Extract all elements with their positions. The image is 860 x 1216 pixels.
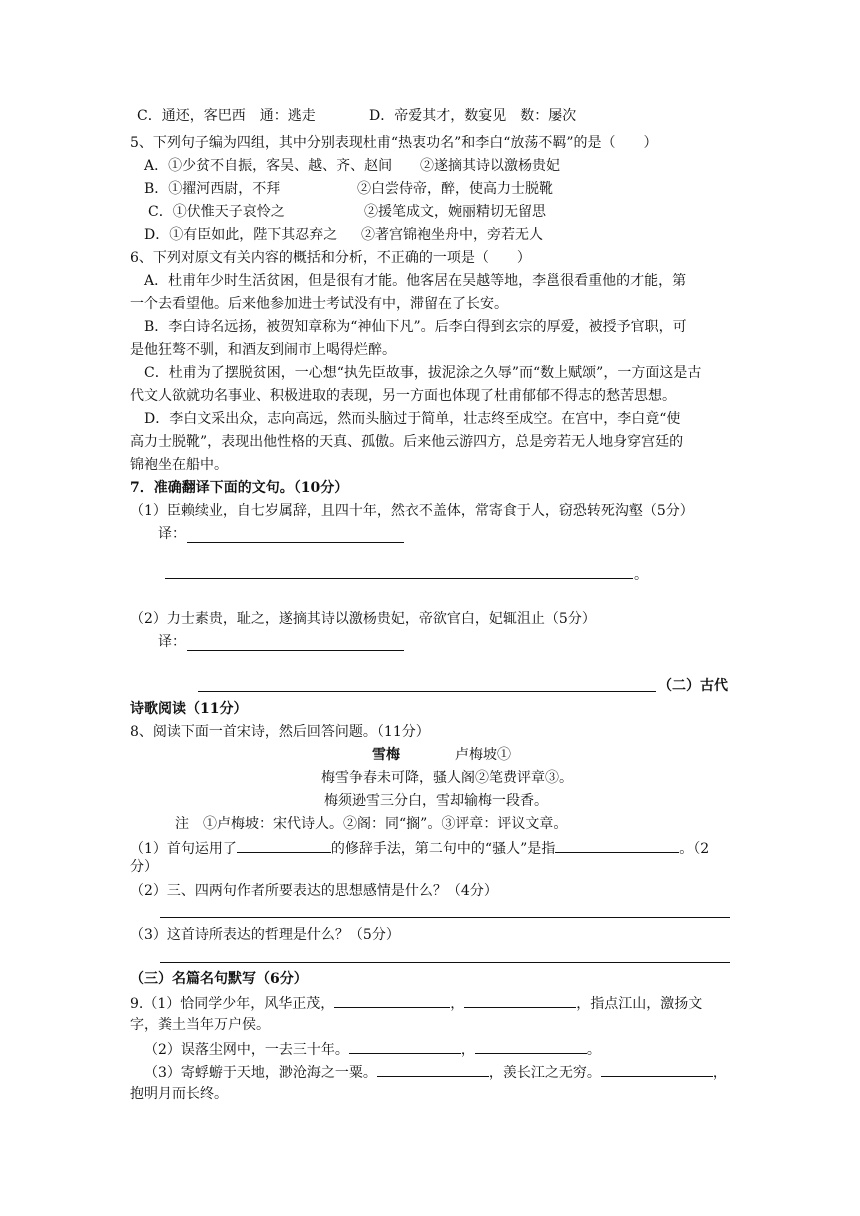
- q5-option-b-1: B．①擢河西尉，不拜: [144, 181, 281, 197]
- poem-line-1: 梅雪争春未可降，骚人阁②笔费评章③。: [321, 770, 573, 786]
- q7-answer-line-2b[interactable]: [198, 691, 656, 692]
- poem-line-2: 梅须逊雪三分白，雪却输梅一段香。: [324, 793, 548, 809]
- q9-line-1: [130, 993, 702, 1013]
- q7-title: 7．准确翻译下面的文句。（10分）: [130, 480, 349, 496]
- q7-translate-label-2: 译：: [158, 634, 186, 650]
- q6-stem: 6、下列对原文有关内容的概括和分析，不正确的一项是（ ）: [130, 250, 531, 266]
- q9-3-text-a: （3）寄蜉蝣于天地，渺沧海之一粟。: [144, 1065, 377, 1081]
- q9-2-period: 。: [586, 1042, 601, 1058]
- q6-option-a-line2: 一个去看望他。后来他参加进士考试没有中，滞留在了长安。: [130, 296, 508, 312]
- q8-sub1-part-a: （1）首句运用了: [130, 841, 237, 857]
- q8-sub1-blank-2[interactable]: [555, 838, 679, 853]
- q6-option-b-line1: B．李白诗名远扬，被贺知章称为“神仙下凡”。后李白得到玄宗的厚爱，被授予官职，可: [144, 319, 687, 335]
- section2-title-line2: 诗歌阅读（11分）: [130, 701, 248, 717]
- q7-answer-line-1a[interactable]: [187, 542, 404, 543]
- q7-answer-line-1b[interactable]: [165, 578, 633, 579]
- q9-2-text-a: （2）误落尘网中，一去三十年。: [144, 1042, 349, 1058]
- q9-line-1-cont: 字，粪土当年万户侯。: [130, 1017, 270, 1033]
- q8-sub1-score: 分）: [130, 859, 158, 875]
- q8-sub1-part-c: 。（2: [679, 841, 710, 857]
- q9-line-3: [144, 1062, 727, 1082]
- poem-note: 注 ①卢梅坡：宋代诗人。②阁：同“搁”。③评章：评议文章。: [175, 816, 568, 832]
- q5-option-d-1: D．①有臣如此，陛下其忍弃之: [144, 227, 338, 243]
- q7-sentence-2: （2）力士素贵，耻之，遂摘其诗以激杨贵妃，帝欲官白，妃辄沮止（5分）: [130, 611, 596, 627]
- poem-title: 雪梅: [372, 747, 400, 763]
- q4-option-c: C．通还，客巴西 通：逃走: [137, 108, 316, 124]
- q9-1-comma: ，: [450, 996, 465, 1012]
- q9-3-blank-2[interactable]: [601, 1062, 713, 1077]
- q7-answer-period: 。: [634, 567, 648, 583]
- q8-sub1: [130, 838, 709, 858]
- q6-option-a-line1: A．杜甫年少时生活贫困，但是很有才能。他客居在吴越等地，李邕很看重他的才能，第: [144, 273, 687, 289]
- section3-title: （三）名篇名句默写（6分）: [130, 971, 308, 987]
- q6-option-d-line1: D．李白文采出众，志向高远，然而头脑过于简单，壮志终至成空。在宫中，李白竟“使: [144, 411, 681, 427]
- q5-option-b-2: ②白尝侍帝，醉，使高力士脱靴: [357, 181, 553, 197]
- q8-stem: 8、阅读下面一首宋诗，然后回答问题。（11分）: [130, 724, 430, 740]
- q9-1-text-a: 9.（1）恰同学少年，风华正茂，: [130, 996, 335, 1012]
- q9-3-blank-1[interactable]: [377, 1062, 489, 1077]
- q9-3-comma: ，: [712, 1065, 727, 1081]
- q5-option-c-2: ②援笔成文，婉丽精切无留思: [364, 204, 546, 220]
- q5-option-c-1: C．①伏惟天子哀怜之: [148, 204, 285, 220]
- section2-title-line1: （二）古代: [658, 678, 728, 694]
- q9-2-blank-1[interactable]: [349, 1039, 461, 1054]
- q6-option-d-line2: 高力士脱靴”，表现出他性格的天真、孤傲。后来他云游四方，总是旁若无人地身穿宫廷的: [130, 434, 684, 450]
- q5-option-a-2: ②遂摘其诗以激杨贵妃: [420, 158, 560, 174]
- q9-2-comma: ，: [460, 1042, 475, 1058]
- q8-sub2-answer-line[interactable]: [160, 917, 730, 918]
- q5-option-d-2: ②著宫锦袍坐舟中，旁若无人: [361, 227, 543, 243]
- q8-sub1-blank-1[interactable]: [237, 838, 331, 853]
- q6-option-c-line1: C．杜甫为了摆脱贫困，一心想“执先臣故事，拔泥涂之久辱”而“数上赋颂”，一方面这是古: [144, 365, 702, 381]
- q8-sub1-part-b: 的修辞手法，第二句中的“骚人”是指: [330, 841, 556, 857]
- q9-line-4: 抱明月而长终。: [130, 1086, 228, 1102]
- q6-option-d-line3: 锦袍坐在船中。: [130, 457, 228, 473]
- q9-1-text-c: ，指点江山，激扬文: [576, 996, 703, 1012]
- q7-translate-label-1: 译：: [158, 526, 186, 542]
- q5-stem: 5、下列句子编为四组，其中分别表现杜甫“热衷功名”和李白“放荡不羁”的是（ ）: [130, 135, 658, 151]
- q8-sub3-answer-line[interactable]: [160, 962, 730, 963]
- q6-option-c-line2: 代文人欲就功名事业、积极进取的表现，另一方面也体现了杜甫郁郁不得志的愁苦思想。: [130, 388, 676, 404]
- q5-option-a-1: A．①少贫不自振，客吴、越、齐、赵间: [144, 158, 393, 174]
- q9-2-blank-2[interactable]: [475, 1039, 587, 1054]
- q4-option-d: D．帝爱其才，数宴见 数：屡次: [369, 108, 577, 124]
- q9-1-blank-1[interactable]: [334, 993, 450, 1008]
- q6-option-b-line2: 是他狂骜不驯，和酒友到闹市上喝得烂醉。: [130, 342, 396, 358]
- q8-sub2: （2）三、四两句作者所要表达的思想感情是什么？（4分）: [130, 883, 498, 899]
- q8-sub3: （3）这首诗所表达的哲理是什么？（5分）: [130, 927, 400, 943]
- q9-3-text-b: ，羡长江之无穷。: [488, 1065, 601, 1081]
- q9-1-blank-2[interactable]: [464, 993, 576, 1008]
- q9-line-2: [144, 1039, 601, 1059]
- poem-author: 卢梅坡①: [455, 747, 511, 763]
- q7-answer-line-2a[interactable]: [187, 650, 404, 651]
- q7-sentence-1: （1）臣赖续业，自七岁属辞，且四十年，然衣不盖体，常寄食于人，窃恐转死沟壑（5分）: [130, 503, 694, 519]
